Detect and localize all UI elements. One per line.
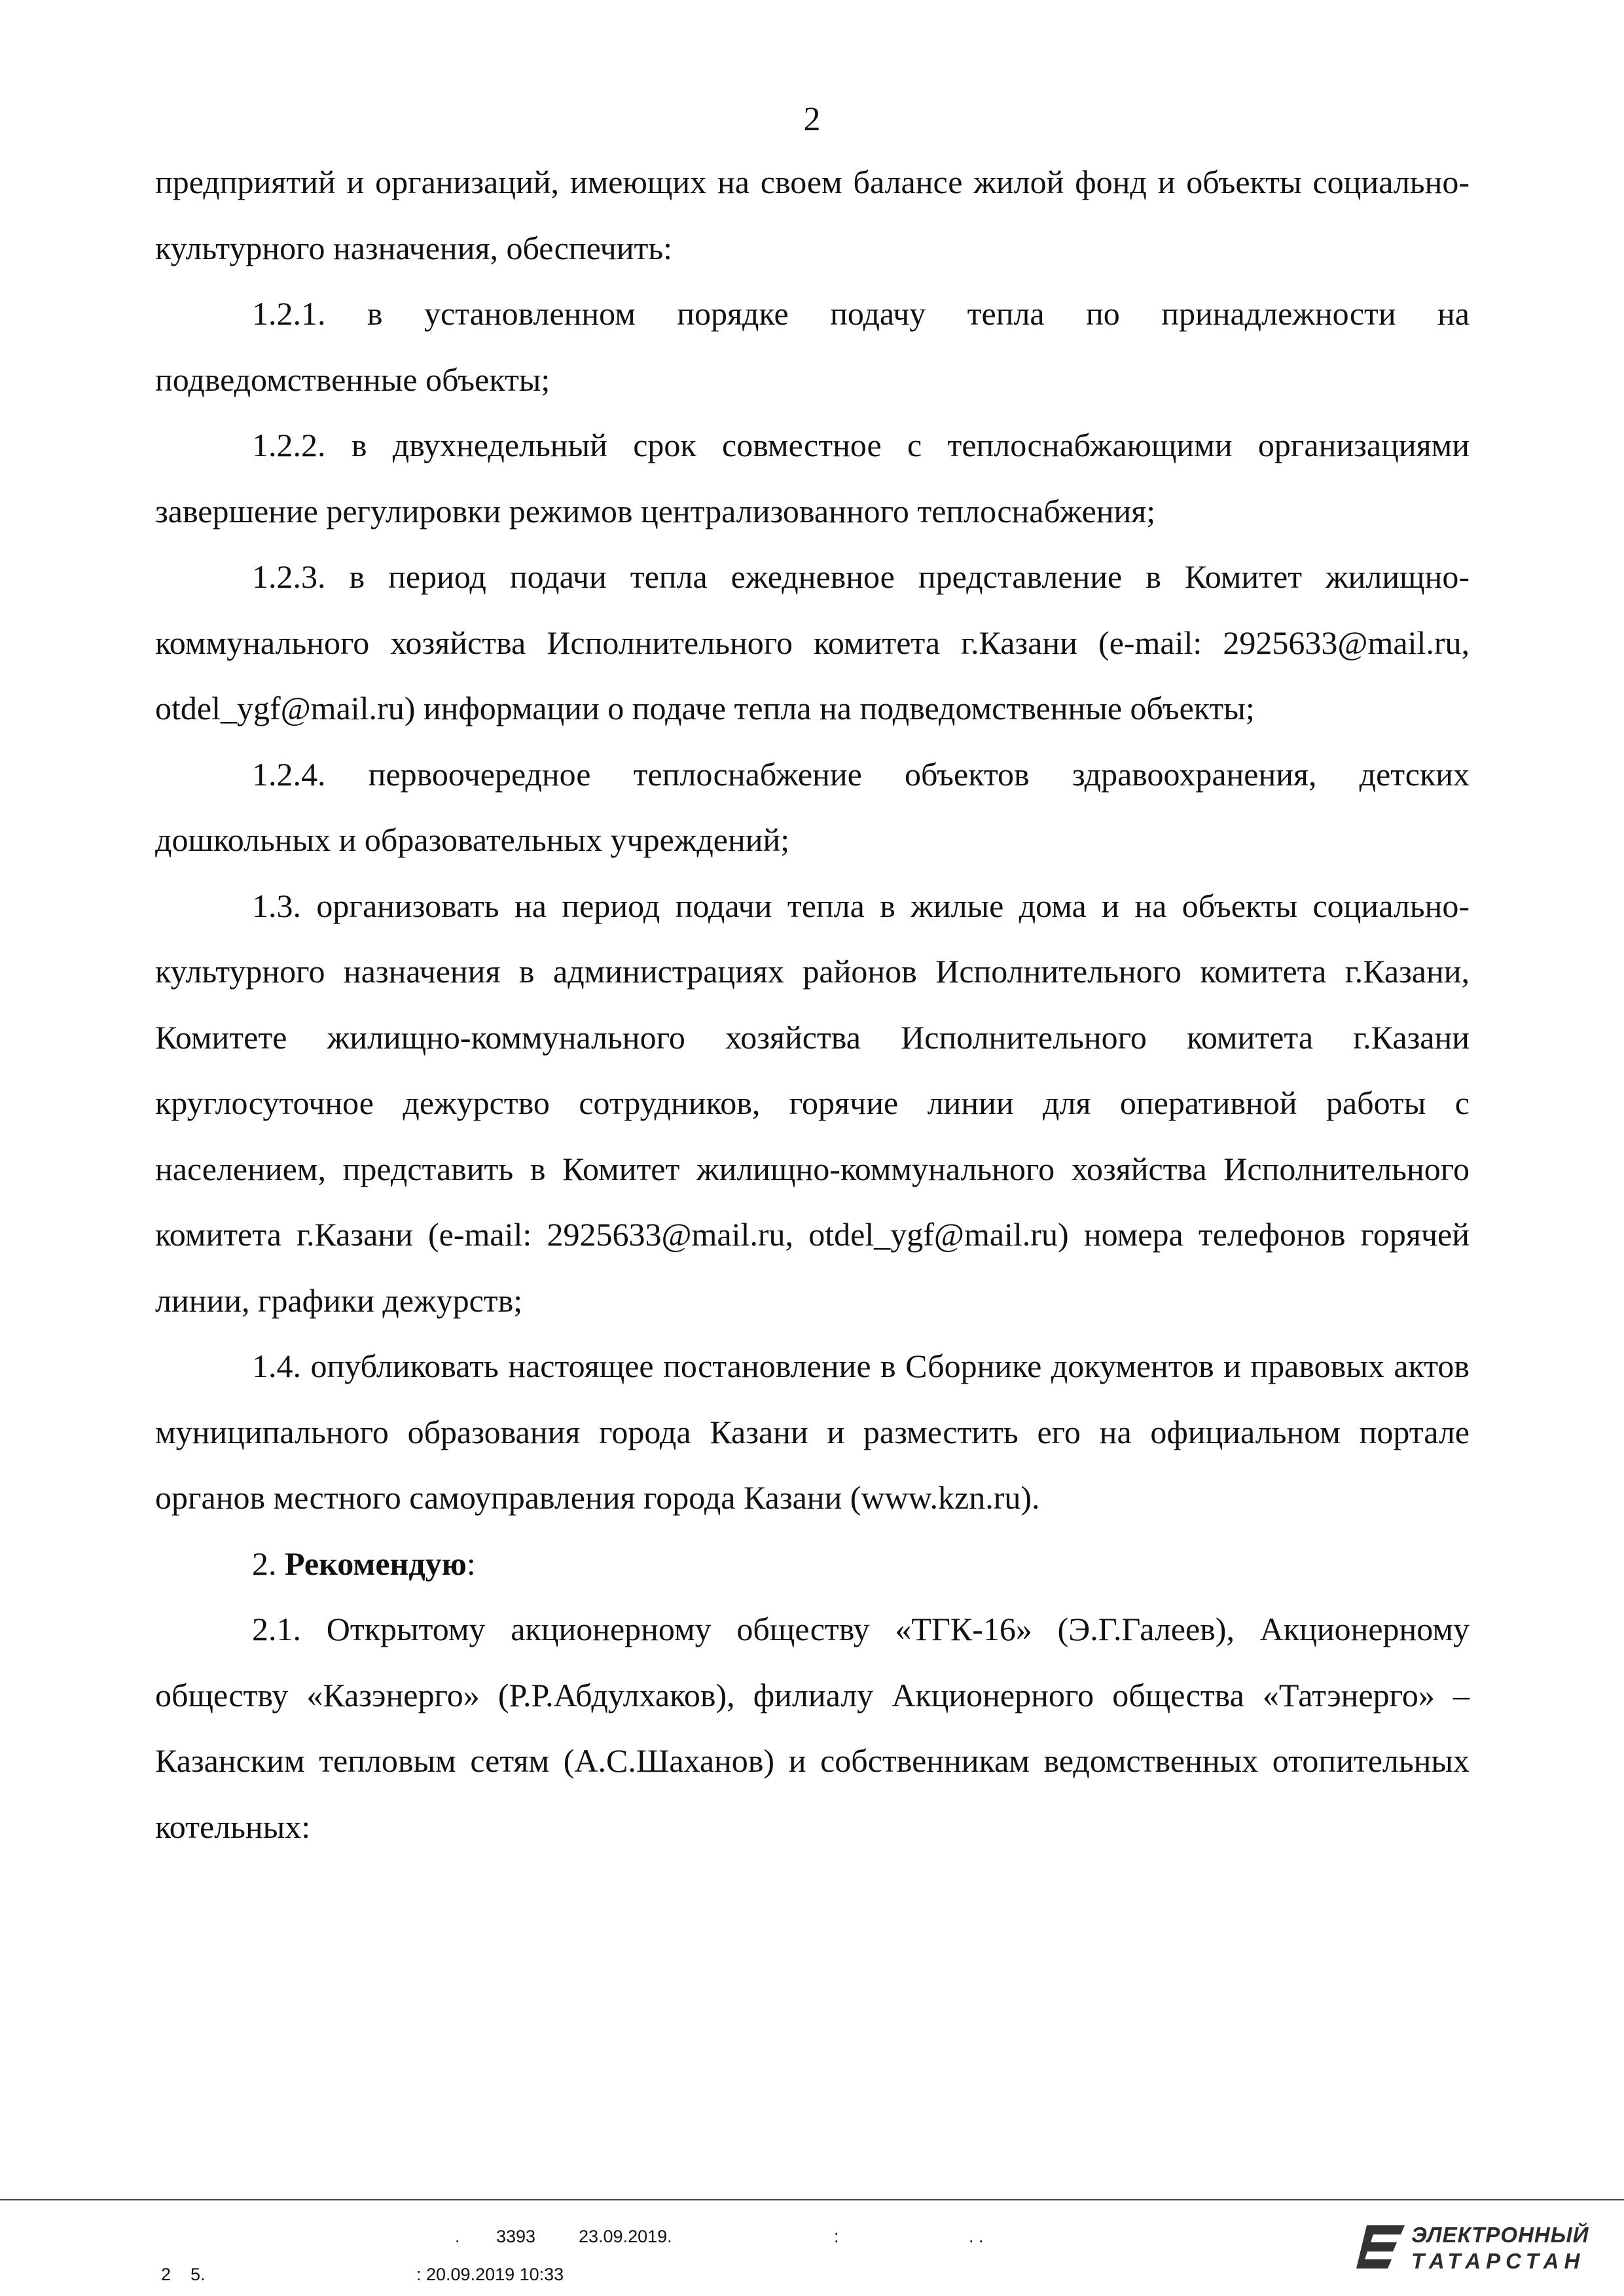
- section-number: 2.: [252, 1545, 277, 1582]
- footer-dot: .: [455, 2227, 460, 2246]
- page-number: 2: [803, 101, 821, 138]
- logo-mark-icon: [1354, 2220, 1409, 2276]
- footer-doc-number: 3393: [496, 2227, 536, 2246]
- logo-text-line2: ТАТАРСТАН: [1411, 2249, 1585, 2273]
- paragraph-1-3: 1.3. организовать на период подачи тепла в жилые дома и на объекты социально-культурного назначения в администрациях районов Исполнительного комитета г.Казани, Комитете жилищно-коммунального хозяйства Исполнительного комитета г.Казани круглосуточное дежурство сотрудников, горячие линии для оперативной работы с населением, представить в Комитет жилищно-коммунального хозяйства Исполнительного комитета г.Казани (e-mail: 2925633@mail.ru, otdel_ygf@mail.ru) номера телефонов горячей линии, графики дежурств;: [155, 887, 1470, 1319]
- paragraph-1: предприятий и организаций, имеющих на своем балансе жилой фонд и объекты социально-культурного назначения, обеспечить:: [155, 164, 1470, 266]
- paragraph-1-2-4: 1.2.4. первоочередное теплоснабжение объектов здравоохранения, детских дошкольных и образовательных учреждений;: [155, 755, 1470, 858]
- paragraph-1-4: 1.4. опубликовать настоящее постановление в Сборнике документов и правовых актов муниципального образования города Казани и разместить его на официальном портале органов местного самоуправления города Казани (www.kzn.ru).: [155, 1348, 1470, 1516]
- logo-text-line1: ЭЛЕКТРОННЫЙ: [1411, 2223, 1589, 2247]
- footer-doc-date: 23.09.2019.: [579, 2227, 672, 2246]
- paragraph-2-heading: [155, 1531, 1470, 1597]
- footer-signed-at: : 20.09.2019 10:33: [416, 2265, 564, 2284]
- recommend-word: Рекомендую: [285, 1545, 467, 1582]
- paragraph-2-1: 2.1. Открытому акционерному обществу «ТГК-16» (Э.Г.Галеев), Акционерному обществу «Казэнерго» (Р.Р.Абдулхаков), филиалу Акционерного общества «Татэнерго» – Казанским тепловым сетям (А.С.Шаханов) и собственникам ведомственных отопительных котельных:: [155, 1611, 1470, 1845]
- footer-colon: :: [834, 2227, 839, 2246]
- paragraph-1-2-3: 1.2.3. в период подачи тепла ежедневное представление в Комитет жилищно-коммунального хозяйства Исполнительного комитета г.Казани (e-mail: 2925633@mail.ru, otdel_ygf@mail.ru) информации о подаче тепла на подведомственные объекты;: [155, 558, 1470, 726]
- footer-page-info: 2 5.: [161, 2265, 206, 2284]
- paragraph-1-2-2: 1.2.2. в двухнедельный срок совместное с теплоснабжающими организациями завершение регулировки режимов централизованного теплоснабжения;: [155, 427, 1470, 529]
- document-body: [155, 149, 1470, 1859]
- footer-dots: . .: [969, 2227, 984, 2246]
- paragraph-1-2-1: 1.2.1. в установленном порядке подачу тепла по принадлежности на подведомственные объекты;: [155, 295, 1470, 398]
- electronic-tatarstan-logo: [1354, 2220, 1589, 2276]
- recommend-suffix: :: [466, 1545, 476, 1582]
